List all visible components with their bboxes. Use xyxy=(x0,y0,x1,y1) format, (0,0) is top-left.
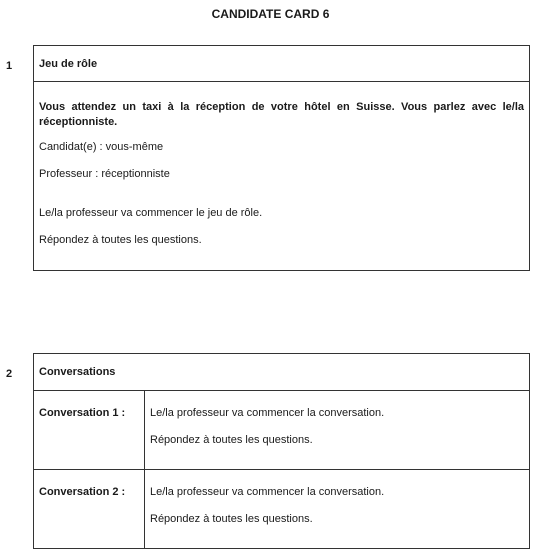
instruction-answer: Répondez à toutes les questions. xyxy=(39,234,202,246)
card-title: CANDIDATE CARD 6 xyxy=(211,7,330,21)
section-1-number: 1 xyxy=(6,60,13,72)
conversations-heading: Conversations xyxy=(34,354,529,391)
conversation-content xyxy=(145,391,389,469)
conversation-label: Conversation 2 : xyxy=(34,470,145,548)
role-play-heading: Jeu de rôle xyxy=(34,46,529,82)
conversation-line-1: Le/la professeur va commencer la conversation. xyxy=(150,407,385,419)
conversation-row xyxy=(34,470,529,548)
conversation-line-2: Répondez à toutes les questions. xyxy=(150,513,313,525)
conversation-line-2: Répondez à toutes les questions. xyxy=(150,434,313,446)
conversation-row xyxy=(34,391,529,470)
conversation-content xyxy=(145,470,389,548)
section-2-number: 2 xyxy=(6,368,13,380)
scenario-text: Vous attendez un taxi à la réception de votre hôtel en Suisse. Vous parlez avec le/la réceptionniste. xyxy=(39,101,524,128)
conversations-box xyxy=(33,353,530,549)
instruction-start: Le/la professeur va commencer le jeu de rôle. xyxy=(39,207,263,219)
conversation-line-1: Le/la professeur va commencer la conversation. xyxy=(150,486,385,498)
candidate-role: Candidat(e) : vous-même xyxy=(39,141,164,153)
role-play-box xyxy=(33,45,530,271)
role-play-body xyxy=(34,82,529,246)
conversation-label: Conversation 1 : xyxy=(34,391,145,469)
teacher-role: Professeur : réceptionniste xyxy=(39,168,170,180)
